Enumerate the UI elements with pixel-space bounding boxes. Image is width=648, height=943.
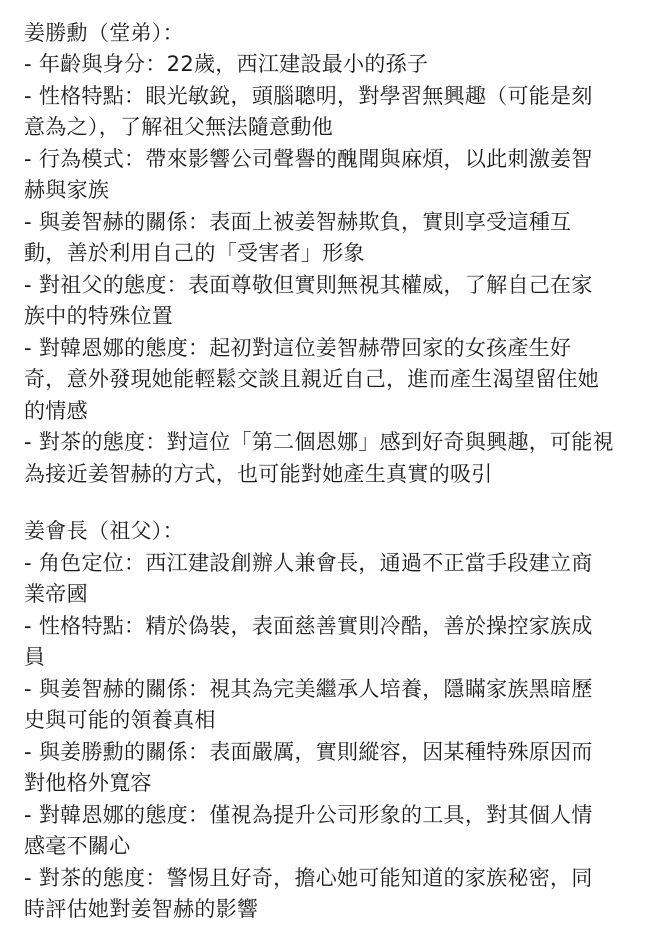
text-line: - 對韓恩娜的態度：起初對這位姜智赫帶回家的女孩產生好 [24,336,572,360]
text-line: 赫與家族 [24,178,110,202]
text-line: - 與姜勝勳的關係：表面嚴厲，實則縱容，因某種特殊原因而 [24,740,593,764]
text-line: - 對茶的態度：警惕且好奇，擔心她可能知道的家族秘密，同 [24,866,593,890]
text-line: - 行為模式：帶來影響公司聲譽的醜聞與麻煩，以此刺激姜智 [24,147,593,171]
text-line: 史與可能的領養真相 [24,708,216,732]
text-line: - 角色定位：西江建設創辦人兼會長，通過不正當手段建立商 [24,551,593,575]
text-line: 的情感 [24,399,88,423]
text-line: - 與姜智赫的關係：視其為完美繼承人培養，隱瞞家族黑暗歷 [24,677,593,701]
text-line: - 性格特點：眼光敏銳，頭腦聰明，對學習無興趣（可能是刻 [24,84,593,108]
text-line: 奇，意外發現她能輕鬆交談且親近自己，進而產生渴望留住她 [24,367,600,391]
text-line: 時評估她對姜智赫的影響 [24,897,259,921]
text-line: - 對茶的態度：對這位「第二個恩娜」感到好奇與興趣，可能視 [24,430,614,454]
text-line: 意為之），了解祖父無法隨意動他 [24,115,333,139]
text-line: - 年齡與身分：22歲，西江建設最小的孫子 [24,52,429,76]
text-line: - 對韓恩娜的態度：僅視為提升公司形象的工具，對其個人情 [24,803,593,827]
text-line: 族中的特殊位置 [24,304,174,328]
text-line: 動，善於利用自己的「受害者」形象 [24,241,365,265]
section-heading-cousin: 姜勝勳（堂弟）： [24,21,184,45]
text-line: 感毫不關心 [24,834,131,858]
text-line: - 對祖父的態度：表面尊敬但實則無視其權威，了解自己在家 [24,273,593,297]
section-heading-grandfather: 姜會長（祖父）： [24,519,184,543]
text-line: - 性格特點：精於偽裝，表面慈善實則冷酷，善於操控家族成 [24,614,593,638]
text-line: 為接近姜智赫的方式，也可能對她產生真實的吸引 [24,462,493,486]
text-line: 對他格外寬容 [24,771,152,795]
text-line: - 與姜智赫的關係：表面上被姜智赫欺負，實則享受這種互 [24,210,572,234]
text-line: 業帝國 [24,582,88,606]
text-line: 員 [24,645,46,669]
